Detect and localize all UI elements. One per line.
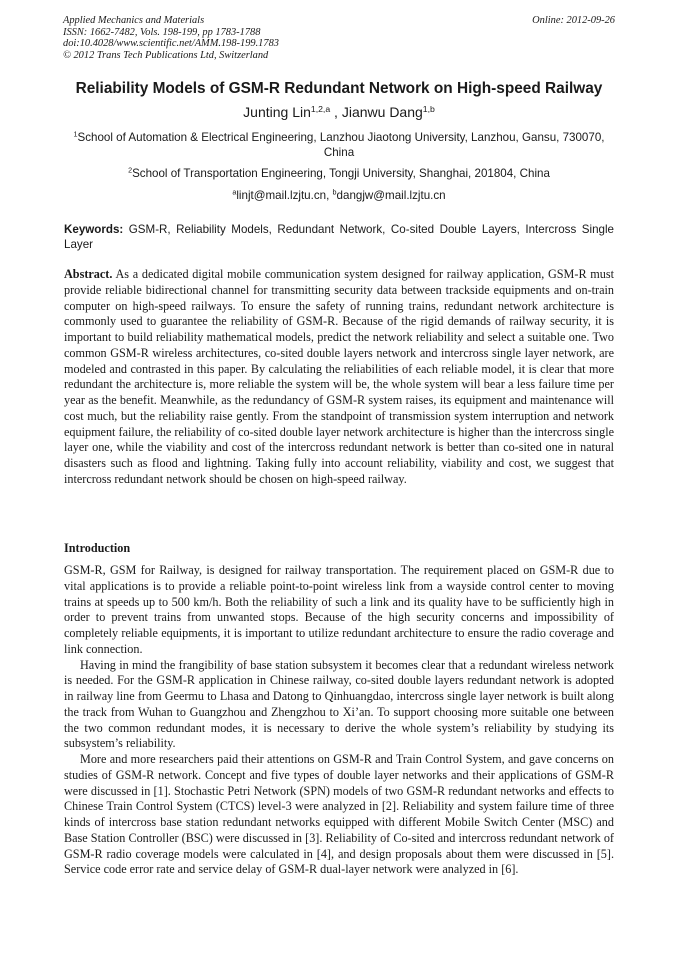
affiliation-marker: 2 bbox=[128, 165, 133, 175]
email-separator: , bbox=[326, 189, 333, 202]
author-name: Jianwu Dang bbox=[341, 104, 423, 120]
author-list bbox=[40, 103, 638, 122]
paragraph: More and more researchers paid their attentions on GSM-R and Train Control System, and gave concerns on studies of GSM-R network. Concept and five types of double layer networks and their applications of GSM-R were discussed in [1]. Stochastic Petri Network (SPN) models of two GSM-R redundant networks and effects to Chinese Train Control System (CTCS) level-3 were analyzed in [2]. Reliability and system failure time of three kinds of intercross base station redundant networks equipped with different Mobile Switch Center (MSC) and Base Station Controller (BSC) were discussed in [3]. Reliability of Co-sited and intercross redundant network of GSM-R radio coverage models were calculated in [4], and design proposals about them were discussed in [5]. Service code error rate and service delay of GSM-R dual-layer network were analyzed in [6]. bbox=[64, 752, 614, 877]
author-affiliation-marker: 1,2,a bbox=[310, 103, 331, 114]
affiliation-1 bbox=[60, 130, 618, 160]
paragraph: Having in mind the frangibility of base station subsystem it becomes clear that a redundant wireless network is needed. For the GSM-R application in Chinese railway, co-sited double layers redundant network is adopted in railway line from Geermu to Lhasa and Datong to Qinhuangdao, intercross single layer network is built along the track from Wuhan to Guangzhou and Zhengzhou to Xi’an. To support choosing more suitable one between the two common redundant modes, it is necessary to derive the whole system’s reliability by studying its subsystem’s reliability. bbox=[64, 657, 614, 751]
copyright-line: © 2012 Trans Tech Publications Ltd, Switzerland bbox=[63, 49, 269, 61]
author-affiliation-marker: 1,b bbox=[422, 103, 435, 114]
journal-header bbox=[63, 15, 279, 61]
online-date: Online: 2012-09-26 bbox=[532, 15, 615, 26]
introduction-body bbox=[64, 563, 614, 878]
section-heading-introduction: Introduction bbox=[64, 541, 131, 555]
email-link[interactable]: dangjw@mail.lzjtu.cn bbox=[336, 189, 446, 202]
abstract-text: As a dedicated digital mobile communication system designed for railway application, GSM-R must provide reliable bidirectional channel for transmitting security data between trackside equipments and on-train computer on high-speed railways. To ensure the safety of running trains, redundant network architecture is commonly used to guarantee the reliability of GSM-R. Because of the rigid demands of railway security, it is important to build reliability mathematical models, predict the network reliability and select a suitable one. Two common GSM-R wireless architectures, co-sited double layers network and intercross single layer network, are modeled and contrasted in this paper. By calculating the reliabilities of each reliable model, it is clear that more redundant the architecture is, more reliable the system will be, the whole system will bear a less failure time per year as the benefit. Meanwhile, as the redundancy of GSM-R system raises, its equipment and maintenance will cost much, but the reliability raise gently. From the standpoint of transmission system interruption and network equipment failure, the reliability of co-sited double layer network architecture is higher than the intercross single layer one, while the viability and cost of the intercross redundant network is better than co-sited one in natural disasters such as flood and lightning. Taking fully into account reliability, viability and cost, we suggest that intercross redundant network should be chosen on high-speed railway. bbox=[64, 267, 614, 486]
author-name: Junting Lin bbox=[243, 104, 311, 120]
keywords-label: Keywords: bbox=[64, 223, 124, 236]
author-emails bbox=[60, 188, 618, 203]
keywords-block bbox=[64, 222, 614, 253]
doi-line[interactable]: doi:10.4028/www.scientific.net/AMM.198-199.1783 bbox=[63, 38, 279, 50]
paragraph: GSM-R, GSM for Railway, is designed for railway transportation. The requirement placed on GSM-R due to vital applications is to provide a reliable point-to-point wireless link from a wayside control center to moving trains at speeds up to 500 km/h. Both the reliability of such a link and its quality have to be sufficiently high in order to prevent trains from unwanted stops. Because of the high security concerns and impossibility of completely reliable equipments, it is important to utilize redundant architecture to ensure the radio coverage and link connection. bbox=[64, 563, 614, 656]
author-separator: , bbox=[330, 104, 342, 120]
email-marker: b bbox=[332, 187, 337, 197]
paper-title: Reliability Models of GSM-R Redundant Network on High-speed Railway bbox=[75, 80, 603, 97]
email-marker: a bbox=[232, 187, 237, 197]
abstract-label: Abstract. bbox=[64, 267, 113, 281]
affiliation-text: School of Transportation Engineering, Tongji University, Shanghai, 201804, China bbox=[132, 167, 550, 180]
keywords-text: GSM-R, Reliability Models, Redundant Network, Co-sited Double Layers, Intercross Single Layer bbox=[64, 223, 614, 252]
abstract-block bbox=[64, 267, 614, 488]
affiliation-marker: 1 bbox=[73, 129, 78, 139]
affiliation-text: School of Automation & Electrical Engineering, Lanzhou Jiaotong University, Lanzhou, Gansu, 730070, China bbox=[77, 131, 605, 159]
journal-name: Applied Mechanics and Materials bbox=[63, 15, 205, 26]
affiliation-2 bbox=[60, 166, 618, 181]
email-link[interactable]: linjt@mail.lzjtu.cn bbox=[236, 189, 327, 202]
issn-line: ISSN: 1662-7482, Vols. 198-199, pp 1783-1788 bbox=[63, 26, 261, 38]
